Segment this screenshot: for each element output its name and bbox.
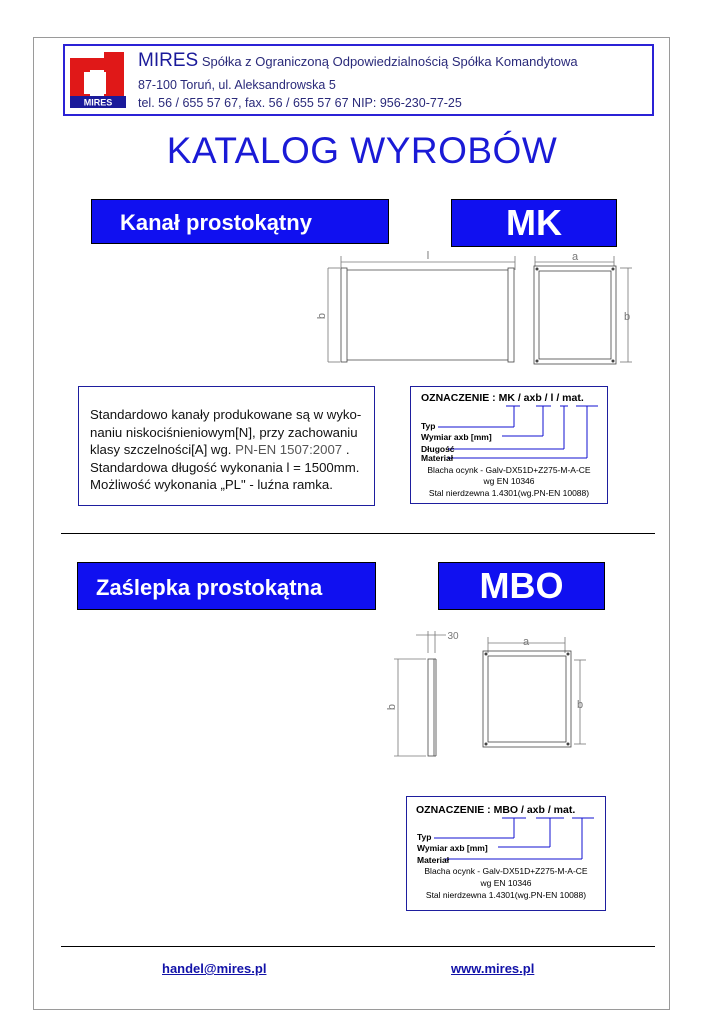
- mk-material-2: wg EN 10346: [483, 476, 535, 486]
- mk-standard-ref: PN-EN 1507:2007: [235, 442, 343, 457]
- svg-text:a: a: [571, 251, 579, 263]
- website-link[interactable]: www.mires.pl: [451, 961, 535, 976]
- mk-label-typ: Typ: [421, 421, 436, 431]
- svg-text:b: b: [386, 703, 398, 711]
- footer-divider: [61, 946, 655, 947]
- mk-label-dlugosc: Długość: [421, 444, 455, 454]
- mk-material-3: Stal nierdzewna 1.4301(wg.PN-EN 10088): [428, 488, 590, 498]
- svg-text:b: b: [316, 312, 328, 320]
- mbo-material-3: Stal nierdzewna 1.4301(wg.PN-EN 10088): [425, 890, 587, 900]
- svg-text:30: 30: [447, 631, 459, 642]
- mk-label-material: Materiał: [421, 453, 454, 463]
- company-name: MIRES: [138, 50, 199, 71]
- mbo-label-typ: Typ: [417, 832, 432, 842]
- company-legal-form: Spółka z Ograniczoną Odpowiedzialnością Spółka Komandytowa: [201, 54, 578, 69]
- page-title: KATALOG WYROBÓW: [166, 130, 558, 171]
- svg-text:a: a: [522, 636, 530, 648]
- company-logo: [70, 50, 126, 108]
- company-name-line: [138, 50, 578, 72]
- svg-text:b: b: [623, 311, 631, 323]
- mbo-material-1: Blacha ocynk - Galv-DX51D+Z275-M-A-CE: [424, 866, 588, 876]
- mk-label-wymiar: Wymiar axb [mm]: [421, 432, 492, 442]
- mk-technical-drawing: [310, 250, 650, 370]
- mbo-product-name: Zaślepka prostokątna: [77, 562, 376, 610]
- mk-product-name: Kanał prostokątny: [91, 199, 389, 244]
- mbo-technical-drawing: [380, 625, 600, 765]
- email-link[interactable]: handel@mires.pl: [162, 961, 267, 976]
- svg-text:MIRES: MIRES: [83, 97, 113, 108]
- mbo-label-wymiar: Wymiar axb [mm]: [417, 843, 488, 853]
- mk-description: Standardowo kanały produkowane są w wyko- naniu niskociśnieniowym[N], przy zachowaniu klasy szczelności[A] wg. PN-EN 1507:2007 . Standardowa długość wykonania l = 1500mm. Możliwość wykonania „PL" - luźna ramka.: [90, 407, 362, 492]
- mbo-designation-title: OZNACZENIE : MBO / axb / mat.: [416, 804, 576, 816]
- mbo-material-2: wg EN 10346: [480, 878, 532, 888]
- svg-text:b: b: [576, 699, 584, 711]
- company-address: 87-100 Toruń, ul. Aleksandrowska 5: [138, 78, 336, 92]
- mk-material-1: Blacha ocynk - Galv-DX51D+Z275-M-A-CE: [427, 465, 591, 475]
- mbo-product-code: MBO: [438, 562, 605, 610]
- mk-product-code: MK: [451, 199, 617, 247]
- mbo-label-material: Materiał: [417, 855, 450, 865]
- section-divider: [61, 533, 655, 534]
- company-contact: tel. 56 / 655 57 67, fax. 56 / 655 57 67 NIP: 956-230-77-25: [138, 96, 462, 110]
- mk-designation-title: OZNACZENIE : MK / axb / l / mat.: [421, 392, 584, 404]
- svg-text:l: l: [426, 250, 430, 262]
